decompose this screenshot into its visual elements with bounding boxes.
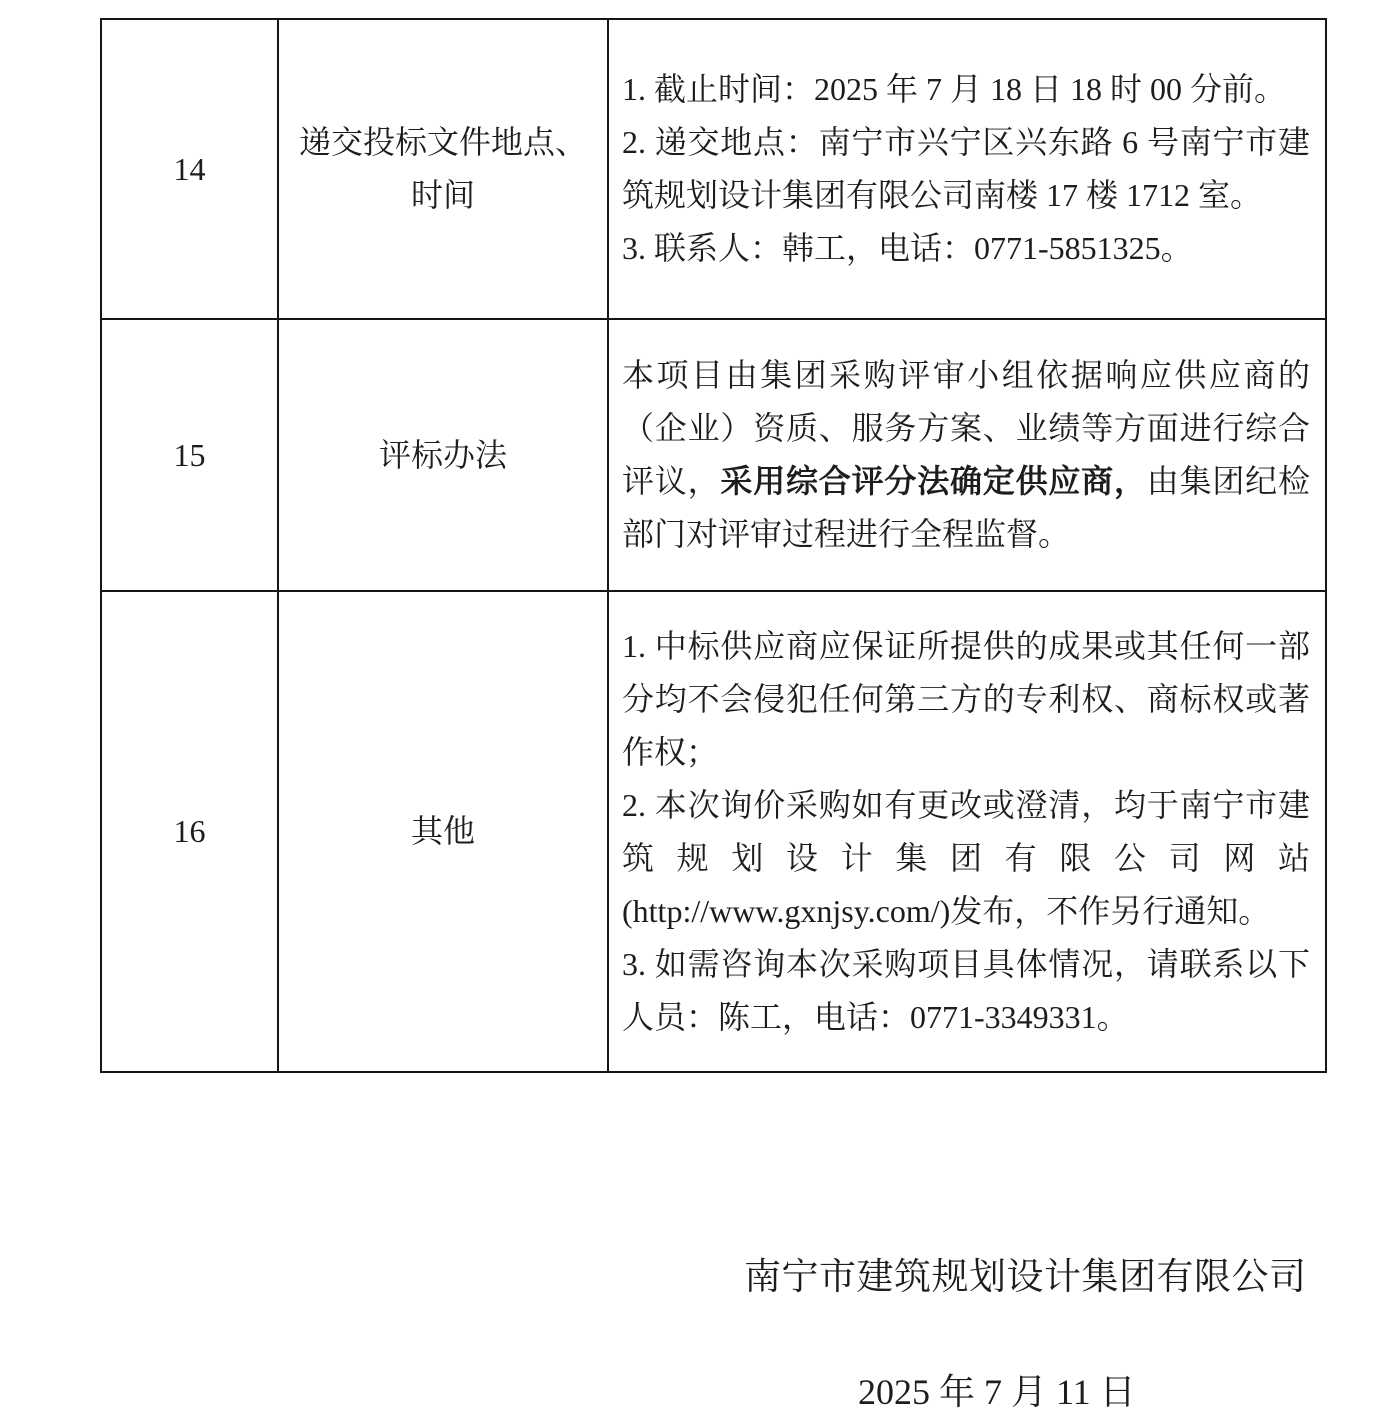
row-number-cell: 16 [101,591,278,1072]
signature-date: 2025 年 7 月 11 日 [858,1372,1136,1412]
content-item: 3. 如需咨询本次采购项目具体情况，请联系以下人员：陈工，电话：0771-3349331。 [622,945,1310,1035]
content-item: 2. 递交地点：南宁市兴宁区兴东路 6 号南宁市建筑规划设计集团有限公司南楼 17 楼 1712 室。 [622,124,1310,213]
content-paragraph [622,349,1310,561]
row-number-cell: 14 [101,19,278,319]
content-item: 1. 中标供应商应保证所提供的成果或其任何一部分均不会侵犯任何第三方的专利权、商标权或著作权； [622,627,1310,770]
row-content-cell [608,591,1326,1072]
row-title-cell: 其他 [278,591,608,1072]
content-text: 本项目由集团采购评审小组依据响应供应商的（企业）资质、服务方案、业绩等方面进行综合评议， [622,357,1310,499]
row-number-cell: 15 [101,319,278,591]
content-text-bold: 采用综合评分法确定供应商， [720,463,1147,499]
table-row-15 [101,319,1326,591]
content-item: 3. 联系人：韩工，电话：0771-5851325。 [622,230,1193,266]
content-item: 1. 截止时间：2025 年 7 月 18 日 18 时 00 分前。 [622,71,1287,107]
table-row-14 [101,19,1326,319]
row-content-cell [608,19,1326,319]
info-table [100,18,1327,1073]
content-item: 2. 本次询价采购如有更改或澄清，均于南宁市建筑规划设计集团有限公司网站(http://www.gxnjsy.com/)发布，不作另行通知。 [622,786,1310,929]
row-content-cell [608,319,1326,591]
signature-company: 南宁市建筑规划设计集团有限公司 [744,1257,1307,1298]
content-text: 由集团纪检部门对评审过程进行全程监督。 [622,463,1310,552]
row-title-cell: 评标办法 [278,319,608,591]
row-title-cell: 递交投标文件地点、时间 [278,19,608,319]
table-row-16 [101,591,1326,1072]
